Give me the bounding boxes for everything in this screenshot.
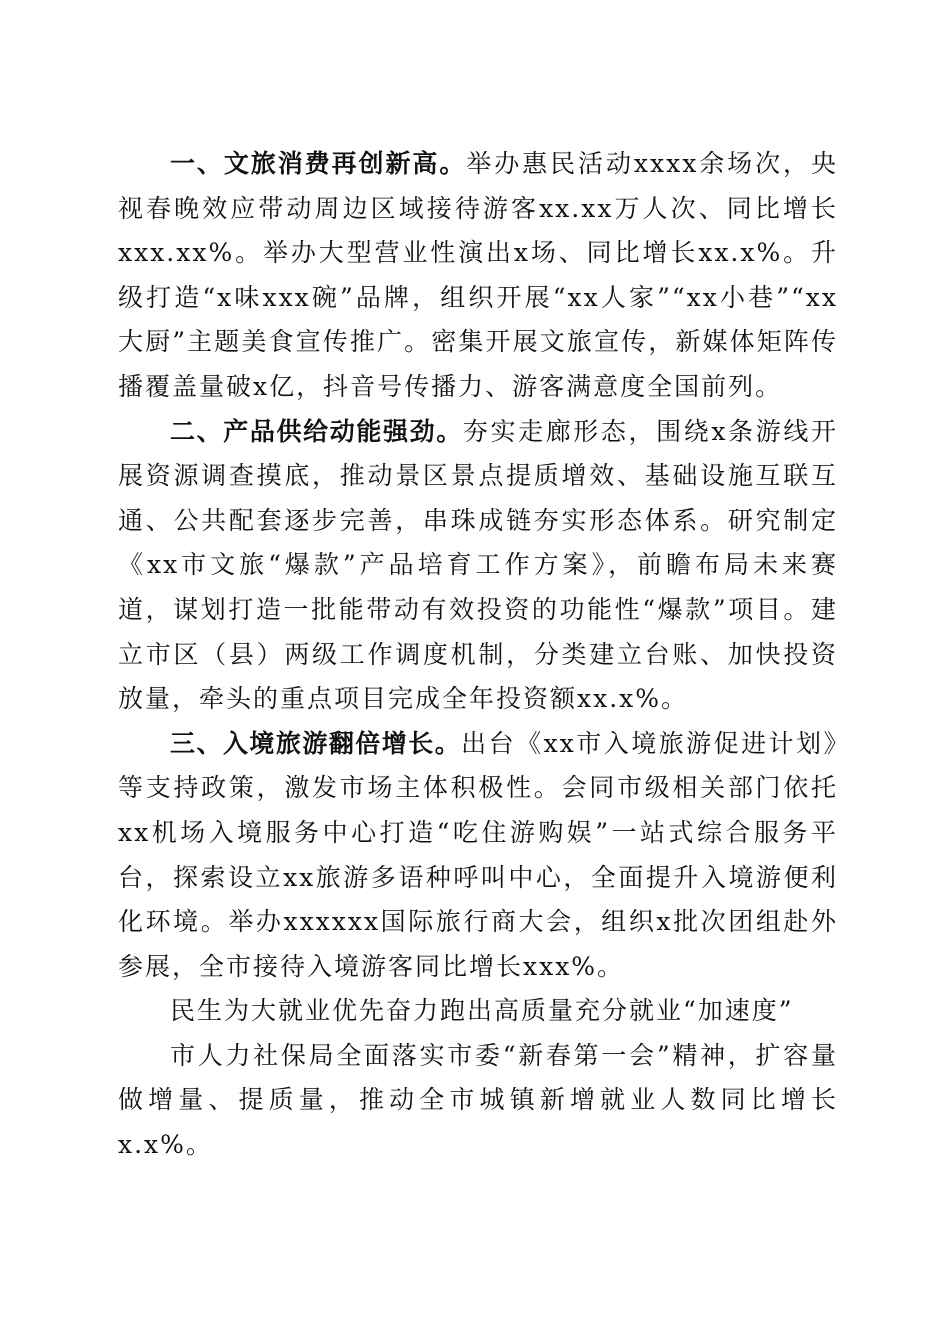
section-body-2: 夯实走廊形态，围绕x条游线开展资源调查摸底，推动景区景点提质增效、基础设施互联互通、公共配套逐步完善，串珠成链夯实形态体系。研究制定《xx市文旅“爆款”产品培育工作方案》，前瞻布局未来赛道，谋划打造一批能带动有效投资的功能性“爆款”项目。建立市区（县）两级工作调度机制，分类建立台账、加快投资放量，牵头的重点项目完成全年投资额xx.x%。	[118, 416, 838, 714]
section-heading-3: 三、入境旅游翻倍增长。	[170, 728, 462, 758]
document-body	[118, 142, 838, 1168]
section-paragraph-1	[118, 142, 838, 410]
subtitle-line: 民生为大就业优先奋力跑出高质量充分就业“加速度”	[170, 996, 794, 1026]
section-heading-2: 二、产品供给动能强劲。	[170, 416, 463, 446]
section-paragraph-2	[118, 410, 838, 722]
section-heading-1: 一、文旅消费再创新高。	[170, 149, 467, 178]
section-paragraph-3	[118, 722, 838, 990]
closing-paragraph: 市人力社保局全面落实市委“新春第一会”精神，扩容量做增量、提质量，推动全市城镇新增就业人数同比增长x.x%。	[118, 1040, 838, 1160]
section-body-3: 出台《xx市入境旅游促进计划》等支持政策，激发市场主体积极性。会同市级相关部门依托xx机场入境服务中心打造“吃住游购娱”一站式综合服务平台，探索设立xx旅游多语种呼叫中心，全面提升入境游便利化环境。举办xxxxxx国际旅行商大会，组织x批次团组赴外参展，全市接待入境游客同比增长xxx%。	[118, 728, 838, 981]
section-body-1: 举办惠民活动xxxx余场次，央视春晚效应带动周边区域接待游客xx.xx万人次、同比增长xxx.xx%。举办大型营业性演出x场、同比增长xx.x%。升级打造“x味xxx碗”品牌，组织开展“xx人家”“xx小巷”“xx大厨”主题美食宣传推广。密集开展文旅宣传，新媒体矩阵传播覆盖量破x亿，抖音号传播力、游客满意度全国前列。	[118, 149, 838, 401]
